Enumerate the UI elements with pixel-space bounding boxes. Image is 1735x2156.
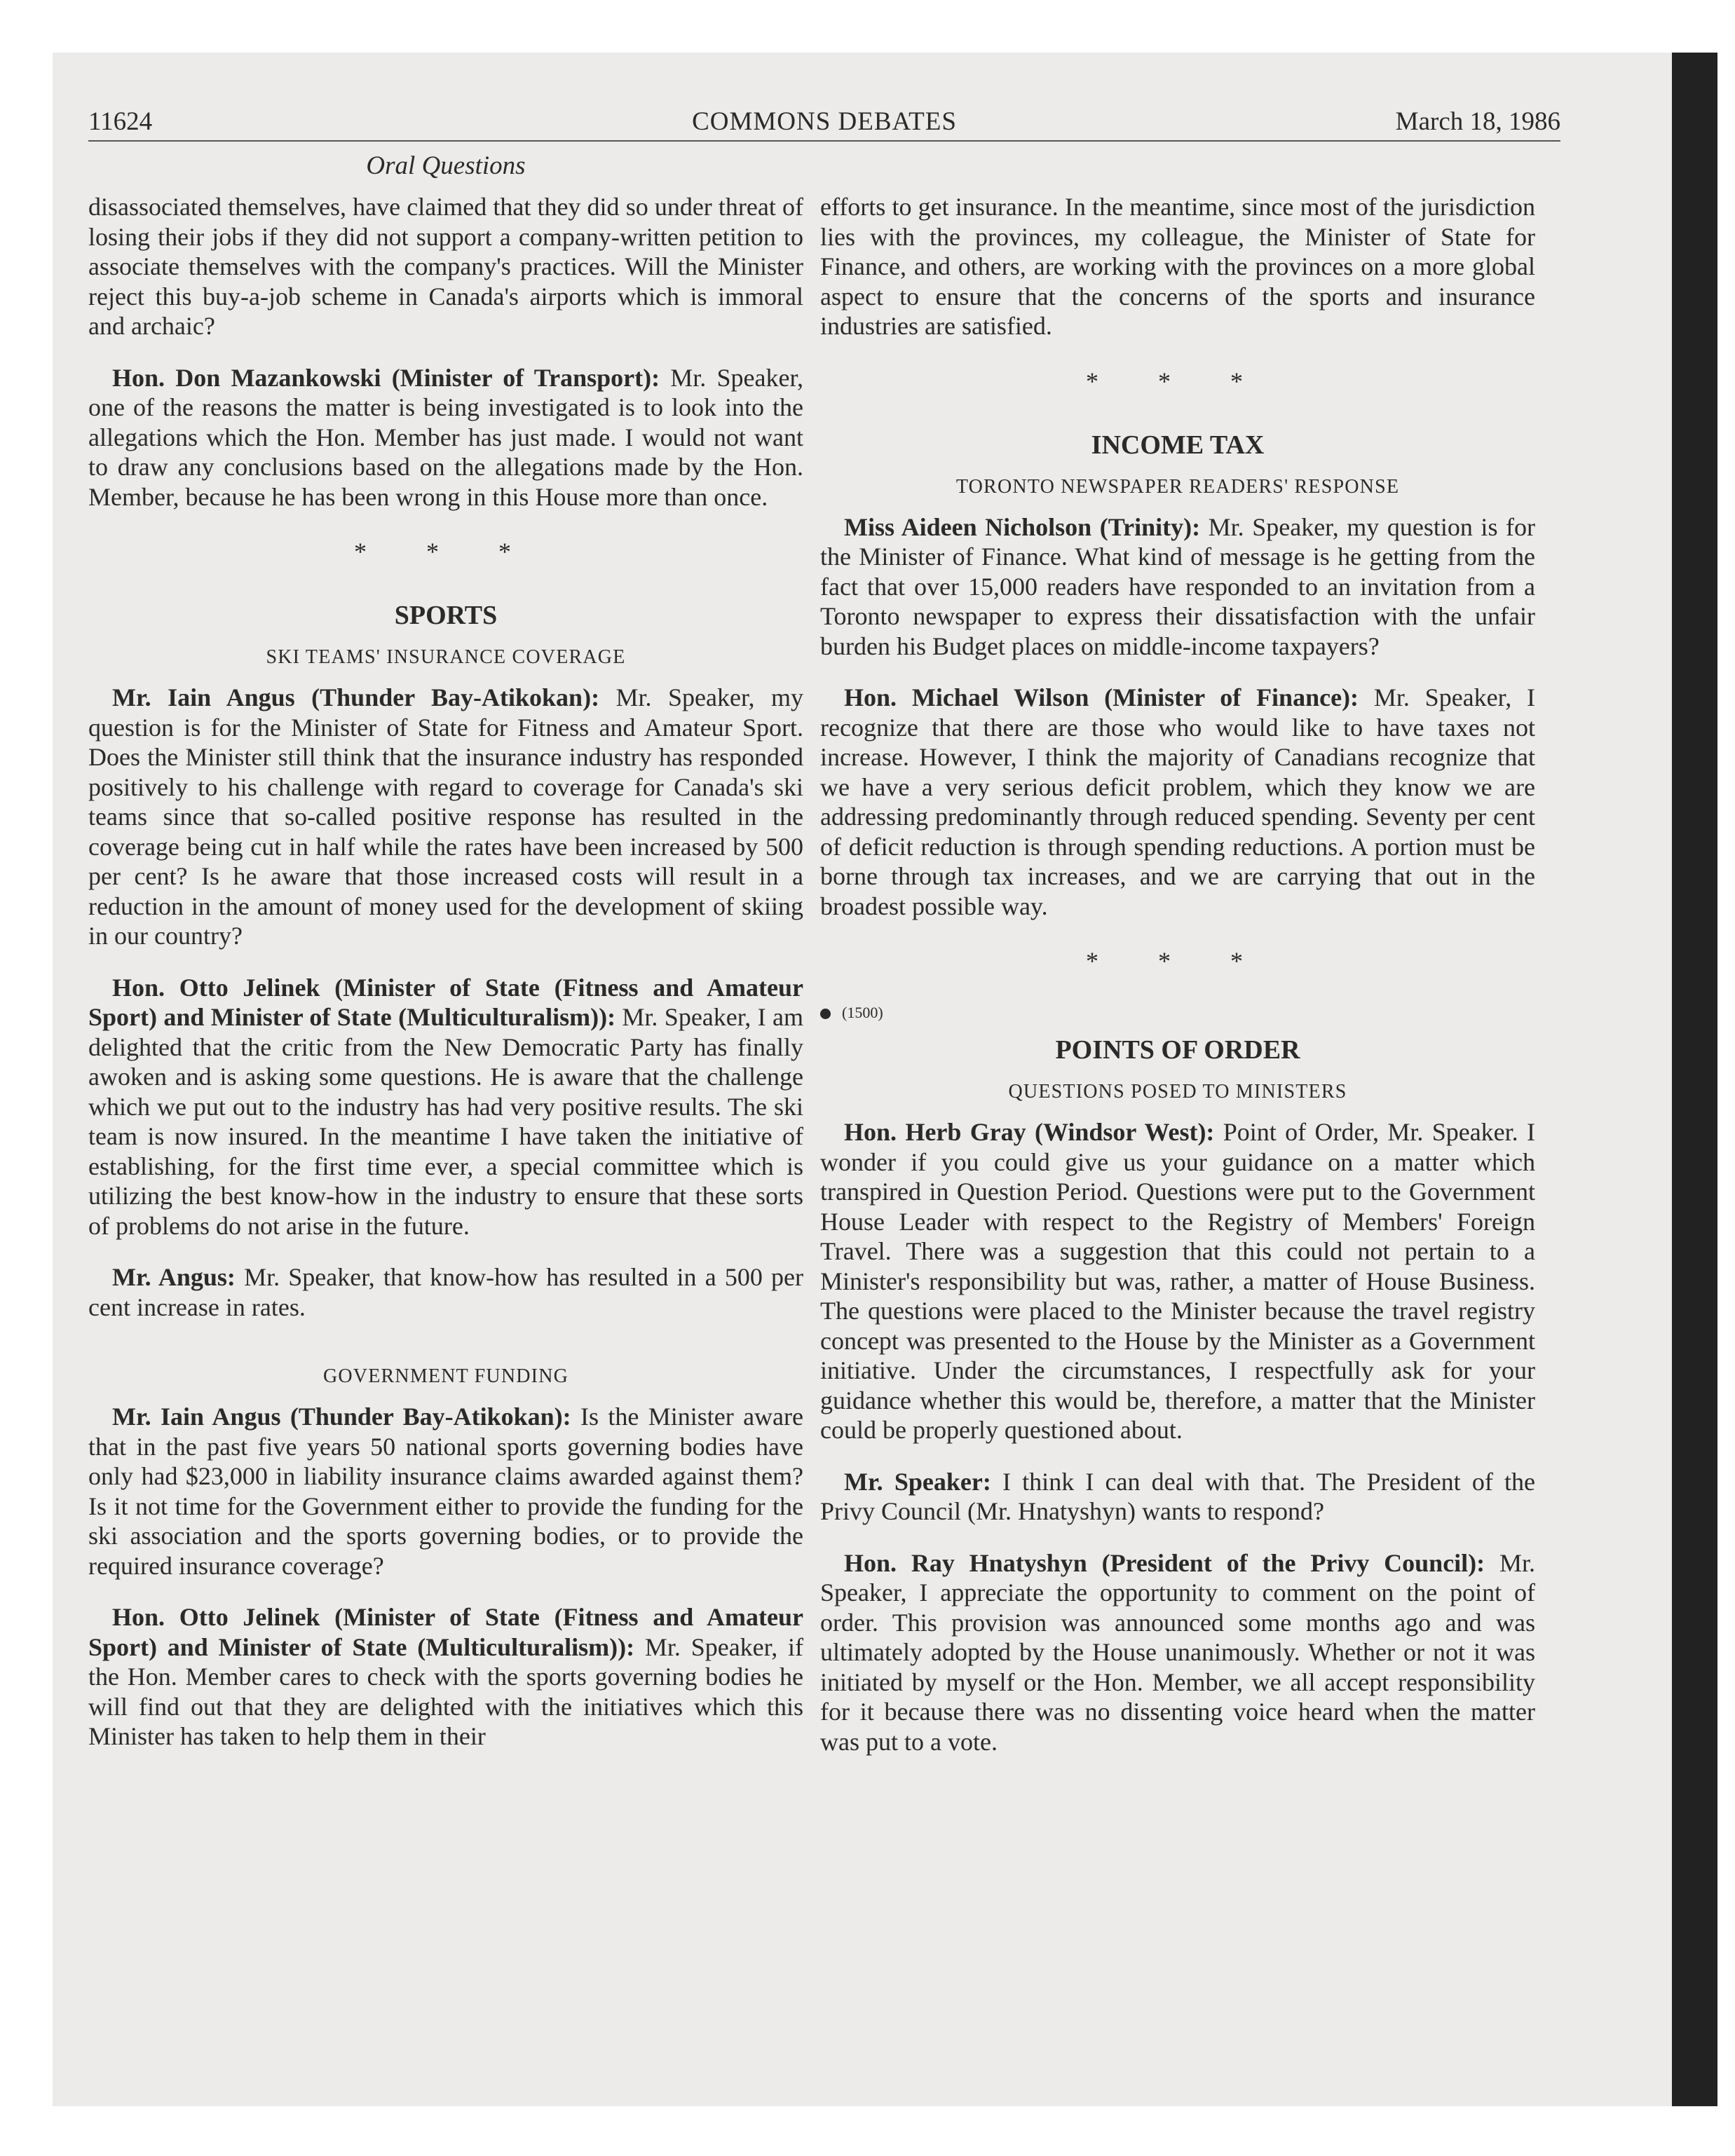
paragraph [820,192,1535,341]
page-number: 11624 [88,107,153,136]
publication-title: COMMONS DEBATES [692,107,957,136]
speaker-name: Mr. Iain Angus (Thunder Bay-Atikokan): [112,683,600,711]
speech-text: Mr. Speaker, if the Hon. Member cares to check with the sports governing bodies he will find out that they are delighted with the initiatives which this Minister has taken to help them in their [88,1632,803,1750]
page-edge-shadow [1672,53,1717,2106]
speech-paragraph [88,1402,803,1581]
speaker-name: Hon. Don Mazankowski (Minister of Transport): [112,363,660,392]
speech-text: Mr. Speaker, my question is for the Minister of State for Fitness and Amateur Sport. Does the Minister still think that the insurance industry has responded positively to his challenge with regard to coverage for Canada's ski teams since that so-called positive response has resulted in the coverage being cut in half while the rates have been increased by 500 per cent? Is he aware that those increased costs will result in a reduction in the amount of money used for the development of skiing in our country? [88,683,803,950]
speech-text: Mr. Speaker, I appreciate the opportunity to comment on the point of order. This provision was announced some months ago and was ultimately adopted by the House unanimously. Whether or not it was initiated by myself or the Hon. Member, we all accept responsibility for it because there was no dissenting voice heard when the matter was put to a vote. [820,1548,1535,1756]
speech-text: Is the Minister aware that in the past five years 50 national sports governing bodies have only had $23,000 in liability insurance claims awarded against them? Is it not time for the Government either to provide the funding for the ski association and the sports governing bodies, or to provide the required insurance coverage? [88,1403,803,1580]
speech-paragraph [88,973,803,1241]
speech-paragraph [88,1602,803,1752]
speech-paragraph [820,1467,1535,1527]
paragraph-text: disassociated themselves, have claimed that they did so under threat of losing their jobs if they did not support a company-written petition to associate themselves with the company's practices. Will the Minister reject this buy-a-job scheme in Canada's airports which is immoral and archaic? [88,193,803,340]
speaker-name: Hon. Otto Jelinek (Minister of State (Fitness and Amateur Sport) and Minister of State (Multiculturalism)): [88,1603,803,1661]
left-column [88,192,803,1773]
section-heading: POINTS OF ORDER [1055,1035,1300,1065]
speech-paragraph [88,363,803,512]
running-head: Oral Questions [366,151,526,180]
speaker-name: Mr. Angus: [112,1263,236,1291]
section-heading: INCOME TAX [1091,430,1265,460]
speech-text: Mr. Speaker, that know-how has resulted in a 500 per cent increase in rates. [88,1263,803,1321]
speech-paragraph [820,683,1535,921]
timecode-text: (1500) [842,1004,883,1021]
speech-text: Point of Order, Mr. Speaker. I wonder if you could give us your guidance on a matter which transpired in Question Period. Questions were put to the Government House Leader with respect to the Registry of Members' Foreign Travel. There was a suggestion that this could not pertain to a Minister's responsibility but was, rather, a matter of House Business. The questions were placed to the Minister because the travel registry concept was presented to the House by the Minister as a Government initiative. Under the circumstances, I respectfully ask for your guidance whether this would be, therefore, a matter that the Minister could be properly questioned about. [820,1118,1535,1444]
right-column [820,192,1535,1778]
speaker-name: Hon. Otto Jelinek (Minister of State (Fitness and Amateur Sport) and Minister of State (Multiculturalism)): [88,973,803,1031]
section-subheading: SKI TEAMS' INSURANCE COVERAGE [266,646,626,668]
section-heading: SPORTS [394,601,498,630]
speaker-name: Miss Aideen Nicholson (Trinity): [844,512,1201,541]
bullet-dot-icon [820,1009,831,1019]
speaker-name: Hon. Ray Hnatyshyn (President of the Privy Council): [844,1548,1485,1577]
section-separator: * * * [1086,947,1270,975]
section-separator: * * * [354,538,538,566]
speaker-name: Hon. Herb Gray (Windsor West): [844,1118,1215,1146]
paragraph-text: efforts to get insurance. In the meantime, since most of the jurisdiction lies with the provinces, my colleague, the Minister of State for Finance, and others, are working with the provinces on a more global aspect to ensure that the concerns of the sports and insurance industries are satisfied. [820,193,1535,340]
speech-text: Mr. Speaker, I recognize that there are those who would like to have taxes not increase. However, I think the majority of Canadians recognize that we have a very serious deficit problem, which they know we are addressing predominantly through reduced spending. Seventy per cent of deficit reduction is through spending reductions. A portion must be borne through tax increases, and we are carrying that out in the broadest possible way. [820,683,1535,920]
section-separator: * * * [1086,367,1270,395]
speaker-name: Hon. Michael Wilson (Minister of Finance): [844,683,1359,711]
speaker-name: Mr. Speaker: [844,1467,991,1496]
page-date: March 18, 1986 [1395,107,1560,136]
section-subheading: TORONTO NEWSPAPER READERS' RESPONSE [955,475,1400,498]
speech-text: Mr. Speaker, one of the reasons the matter is being investigated is to look into the allegations which the Hon. Member has just made. I would not want to draw any conclusions based on the allegations made by the Hon. Member, because he has been wrong in this House more than once. [88,363,803,511]
speech-paragraph [820,1548,1535,1757]
speech-text: I think I can deal with that. The President of the Privy Council (Mr. Hnatyshyn) wants to respond? [820,1467,1535,1525]
timecode [820,1002,1535,1023]
page-header [88,104,1560,142]
speech-paragraph [820,512,1535,662]
speaker-name: Mr. Iain Angus (Thunder Bay-Atikokan): [112,1403,571,1431]
paragraph [88,192,803,341]
speech-text: Mr. Speaker, I am delighted that the critic from the New Democratic Party has finally awoken and is asking some questions. He is aware that the challenge which we put out to the industry has had very positive results. The ski team is now insured. In the meantime I have taken the initiative of establishing, for the first time ever, a special committee which is utilizing the best know-how in the industry to ensure that these sorts of problems do not arise in the future. [88,1003,803,1240]
speech-paragraph [88,683,803,951]
section-subheading: GOVERNMENT FUNDING [322,1365,569,1387]
speech-text: Mr. Speaker, my question is for the Minister of Finance. What kind of message is he getting from the fact that over 15,000 readers have responded to an invitation from a Toronto newspaper to express their dissatisfaction with the unfair burden his Budget places on middle-income taxpayers? [820,512,1535,660]
speech-paragraph [88,1262,803,1322]
speech-paragraph [820,1117,1535,1445]
section-subheading: QUESTIONS POSED TO MINISTERS [1008,1081,1347,1103]
